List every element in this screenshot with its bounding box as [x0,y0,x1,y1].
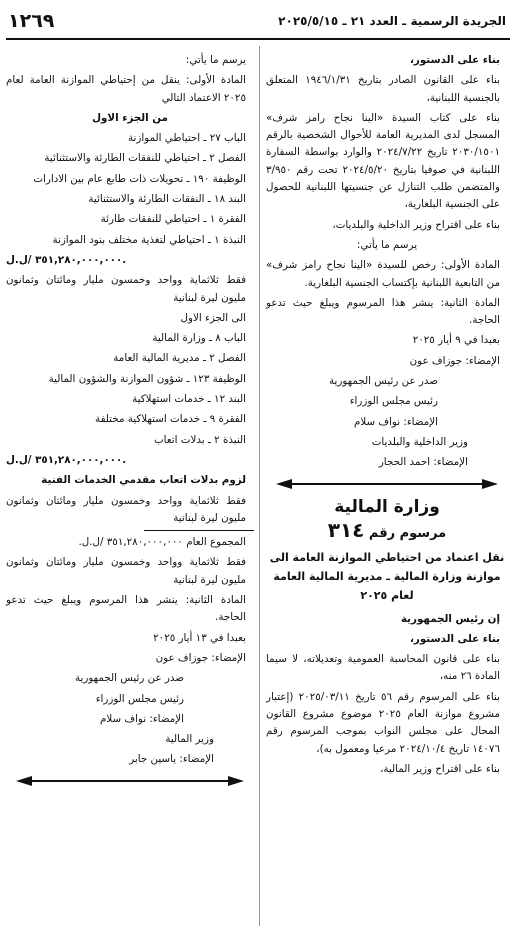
amount-from-words: فقط ثلاثماية وواحد وخمسون مليار ومائتان وثمانون مليون ليرة لبنانية [6,274,246,304]
item-12: البند ١٢ ـ خدمات استهلاكية [132,393,246,406]
article-two: المادة الثانية: ينشر هذا المرسوم ويبلغ حيث تدعو الحاجة. [266,296,500,327]
president-signature-2: الإمضاء: جوزاف عون [155,651,246,664]
column-divider [259,46,260,926]
clause-2: النبذة ٢ ـ بدلات اتعاب [153,433,246,446]
amount-to-words: فقط ثلاثماية وواحد وخمسون مليار ومائتان وثمانون مليون ليرة لبنانية [6,494,246,524]
president-line: إن رئيس الجمهورية [400,612,500,625]
issued-by: صدر عن رئيس الجمهورية [328,375,438,388]
preamble-proposal: بناء على اقتراح وزير الداخلية والبلديات، [332,218,500,231]
preamble-law: بناء على القانون الصادر بتاريخ ١٩٤٦/١/٣١ المتعلق بالجنسية اللبنانية، [266,74,501,104]
function-123: الوظيفة ١٢٣ ـ شؤون الموازنة والشؤون المالية [48,372,246,385]
chapter-27: الباب ٢٧ ـ احتياطي الموازنة [128,132,246,145]
right-column [266,52,508,781]
total-rule [144,530,254,531]
pm-title-2: رئيس مجلس الوزراء [95,692,184,705]
basis-constitution: بناء على الدستور، [410,632,500,645]
header-rule [6,38,510,40]
grand-total: المجموع العام ٣٥١,٢٨٠,٠٠٠,٠٠٠ /ل.ل. [78,536,246,549]
finance-minister-title: وزير المالية [165,733,214,746]
article-one-2: المادة الأولى: ينقل من إحتياطي الموازنة العامة لعام ٢٠٢٥ الاعتماد التالي [6,74,246,104]
section-2: الفصل ٢ ـ احتياطي للنفقات الطارئة والاستثنائية [44,152,246,165]
left-column [6,52,254,793]
ministry-heading: وزارة المالية [334,496,440,517]
to-part-one: الى الجزء الاول [180,311,246,324]
section-ornament-2 [6,775,254,787]
signature-date-2: بعبدا في ١٣ أيار ٢٠٢٥ [153,631,246,644]
minister-title: وزير الداخلية والبلديات [371,435,468,448]
decree-formula-2: يرسم ما يأتي: [185,54,246,66]
basis-decree-56: بناء على المرسوم رقم ٥٦ تاريخ ٢٠٢٥/٠٣/١١ (إعتبار مشروع موازنة العام ٢٠٢٥ موضوع مشروع القانون المحال على مجلس النواب بموجب المرسوم رقم ١٤٠٧٦ تاريخ ٢٠٢٤/١٠/٤ مرعيا ومعمول به)، [266,690,500,755]
from-part-one: من الجزء الاول [92,111,168,124]
gazette-title: الجريدة الرسمية ـ العدد ٢١ ـ ٢٠٢٥/٥/١٥ [278,14,506,28]
preamble-constitution: بناء على الدستور، [410,54,500,66]
section-2-finance: الفصل ٢ ـ مديرية المالية العامة [113,352,246,365]
pm-title: رئيس مجلس الوزراء [349,395,438,408]
chapter-8: الباب ٨ ـ وزارة المالية [152,332,246,345]
paragraph-1: الفقرة ١ ـ احتياطي للنفقات طارئة [100,213,246,226]
finance-minister-signature: الإمضاء: ياسين جابر [129,753,214,766]
amount-to: ٣٥١,٢٨٠,٠٠٠,٠٠٠ /ل.ل. [6,453,127,466]
signature-date: بعبدا في ٩ أيار ٢٠٢٥ [412,334,500,347]
page-header [6,8,510,36]
decree-formula: يرسم ما يأتي: [356,238,418,251]
minister-signature: الإمضاء: احمد الحجار [378,456,468,469]
article-one: المادة الأولى: رخص للسيدة «الينا نجاح رامز شرف» من التابعية اللبنانية بإكتساب الجنسية البلغارية. [266,259,500,289]
pm-signature-2: الإمضاء: نواف سلام [99,712,184,725]
decree-subject: نقل اعتماد من احتياطي الموازنة العامة الى موازنة وزارة المالية ـ مديرية المالية العامة لعام ٢٠٢٥ [269,550,505,602]
paragraph-9: الفقرة ٩ ـ خدمات استهلاكية مختلفة [95,413,246,426]
preamble-letter: بناء على كتاب السيدة «الينا نجاح رامز شرف» المسجل لدى المديرية العامة للأحوال الشخصية بالرقم ٢٠٣٠/١٥٠١ تاريخ ٢٠٢٤/٧/٢٢ والوارد بواسطة السفارة اللبنانية في صوفيا بتاريخ ٢٠٢٤/٥/٢٠ تحت رقم ٣/٩٥٠ والمتضمن طلب التنازل عن جنسيتها اللبنانية للحصول على الجنسية البلغارية، [266,111,500,211]
president-signature: الإمضاء: جوزاف عون [409,354,500,367]
function-190: الوظيفة ١٩٠ ـ تحويلات ذات طابع عام بين الادارات [33,172,246,185]
amount-from: ٣٥١,٢٨٠,٠٠٠,٠٠٠ /ل.ل. [6,253,127,266]
basis-proposal: بناء على اقتراح وزير المالية، [380,762,500,775]
decree-num: ٣١٤ [327,517,365,542]
decree-number [266,517,508,544]
purpose-line: لزوم بدلات اتعاب مقدمي الخدمات الفنية [41,474,246,487]
item-18: البند ١٨ ـ النفقات الطارئة والاستثنائية [88,193,246,206]
pm-signature: الإمضاء: نواف سلام [353,415,438,428]
decree-label: مرسوم رقم [368,525,447,541]
article-two-2: المادة الثانية: ينشر هذا المرسوم ويبلغ حيث تدعو الحاجة. [6,594,246,624]
issued-by-2: صدر عن رئيس الجمهورية [74,672,184,685]
basis-accounting-law: بناء على قانون المحاسبة العمومية وتعديلاته، لا سيما المادة ٢٦ منه، [266,653,500,683]
page-number: ١٢٦٩ [8,10,55,32]
section-ornament [266,478,508,490]
clause-1: النبذة ١ ـ احتياطي لتغذية مختلف بنود الموازنة [52,233,246,246]
grand-total-words: فقط ثلاثماية وواحد وخمسون مليار ومائتان وثمانون مليون ليرة لبنانية [6,556,246,586]
